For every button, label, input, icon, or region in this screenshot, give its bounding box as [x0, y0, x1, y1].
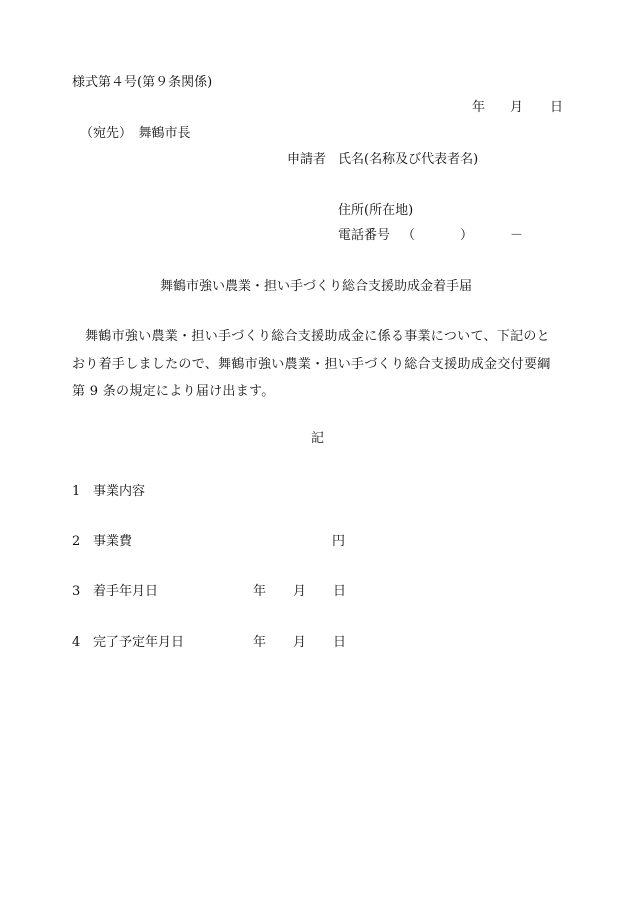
applicant-phone-label: 電話番号 [338, 228, 391, 243]
phone-open-paren: （ [402, 228, 416, 243]
item-label: 事業費 [93, 534, 133, 549]
date-month-label: 月 [510, 100, 524, 115]
ki-marker: 記 [311, 431, 325, 446]
phone-dash: － [510, 228, 524, 243]
phone-close-paren: ） [460, 228, 474, 243]
applicant-address-label: 住所(所在地) [338, 203, 414, 218]
item-label: 事業内容 [93, 484, 146, 499]
item-day-label: 日 [333, 584, 347, 599]
document-title: 舞鶴市強い農業・担い手づくり総合支援助成金着手届 [160, 279, 473, 294]
item-month-label: 月 [293, 584, 307, 599]
applicant-label: 申請者 [287, 152, 327, 167]
item-number: 1 [72, 484, 81, 499]
item-year-label: 年 [253, 584, 267, 599]
body-paragraph: 舞鶴市強い農業・担い手づくり総合支援助成金に係る事業について、下記のとおり着手しましたので、舞鶴市強い農業・担い手づくり総合支援助成金交付要綱第 9 条の規定により届け出ます。 [72, 329, 551, 399]
applicant-name-label: 氏名(名称及び代表者名) [338, 152, 479, 167]
item-unit-yen: 円 [332, 534, 346, 549]
item-number: 3 [72, 584, 81, 599]
item-label: 着手年月日 [93, 584, 159, 599]
item-label: 完了予定年月日 [93, 635, 185, 650]
item-year-label: 年 [253, 635, 267, 650]
date-day-label: 日 [550, 100, 564, 115]
date-year-label: 年 [472, 100, 486, 115]
form-number-label: 様式第４号(第９条関係) [72, 75, 213, 90]
item-number: 4 [72, 635, 81, 650]
item-month-label: 月 [293, 635, 307, 650]
item-number: 2 [72, 534, 81, 549]
addressee: （宛先） 舞鶴市長 [80, 126, 191, 141]
item-day-label: 日 [333, 635, 347, 650]
